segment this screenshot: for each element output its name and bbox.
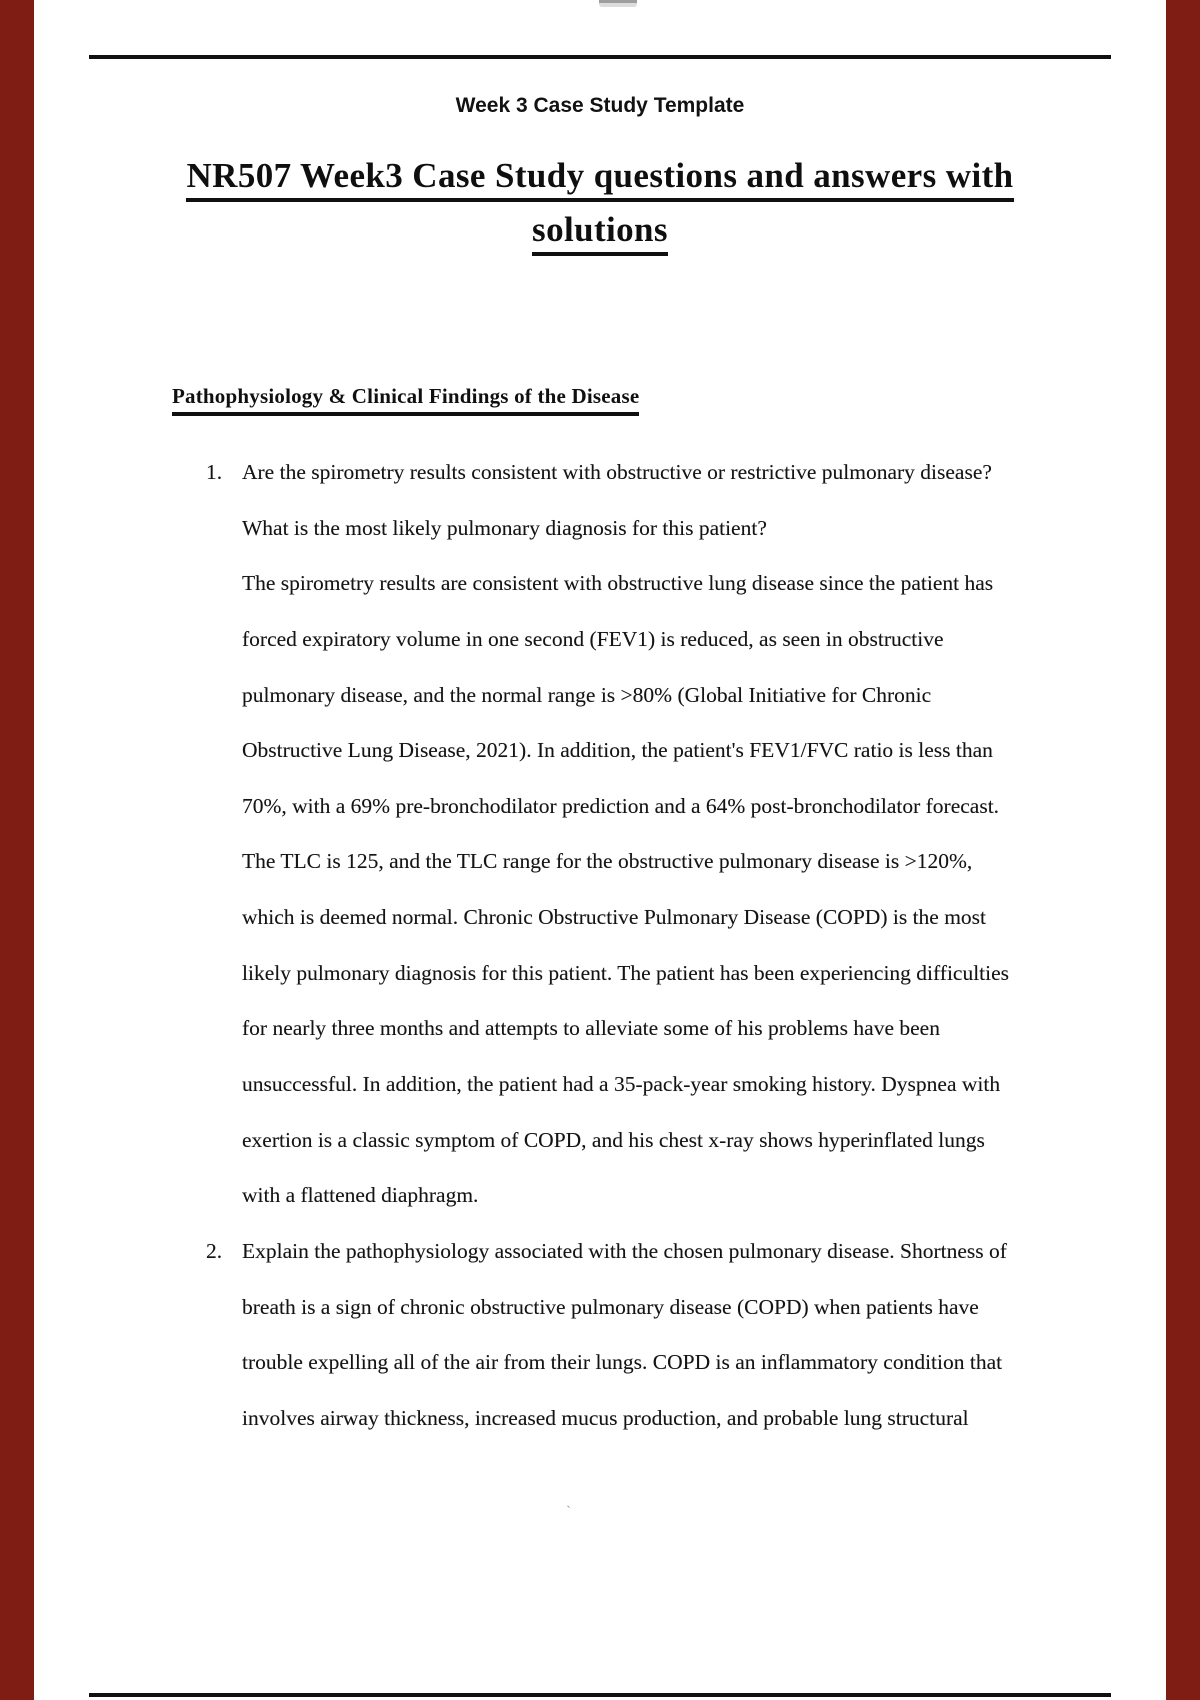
text-line-content: Obstructive Lung Disease, 2021). In addition, the patient's FEV1/FVC ratio is less than: [242, 738, 993, 763]
document-title: [34, 149, 1166, 257]
preview-pillarbox-left: [0, 0, 34, 1700]
text-line: [206, 1016, 1116, 1072]
preview-pillarbox-right: [1166, 0, 1200, 1700]
text-line-content: breath is a sign of chronic obstructive pulmonary disease (COPD) when patients have: [242, 1294, 979, 1319]
text-line-content: for nearly three months and attempts to alleviate some of his problems have been: [242, 1016, 940, 1041]
text-line-content: exertion is a classic symptom of COPD, and his chest x-ray shows hyperinflated lungs: [242, 1127, 985, 1152]
text-line-content: trouble expelling all of the air from their lungs. COPD is an inflammatory condition that: [242, 1350, 1003, 1375]
list-number: 1.: [206, 460, 223, 484]
text-line: [206, 905, 1116, 961]
text-line-content: What is the most likely pulmonary diagnosis for this patient?: [242, 515, 767, 540]
text-line: [206, 516, 1116, 572]
text-line: [206, 1406, 1116, 1462]
text-line-content: forced expiratory volume in one second (FEV1) is reduced, as seen in obstructive: [242, 626, 944, 651]
text-line-content: with a flattened diaphragm.: [242, 1183, 479, 1208]
text-line-content: unsuccessful. In addition, the patient had a 35-pack-year smoking history. Dyspnea with: [242, 1072, 1001, 1097]
text-line-content: pulmonary disease, and the normal range is >80% (Global Initiative for Chronic: [242, 682, 932, 707]
footer-rule: [89, 1693, 1111, 1697]
document-title-line2: solutions: [532, 209, 668, 256]
section-heading-text: Pathophysiology & Clinical Findings of the Disease: [172, 384, 639, 416]
text-line: [206, 1295, 1116, 1351]
text-line-content: 70%, with a 69% pre-bronchodilator prediction and a 64% post-bronchodilator forecast.: [242, 793, 1000, 818]
text-line-content: The TLC is 125, and the TLC range for the obstructive pulmonary disease is >120%,: [242, 849, 973, 874]
section-heading: [172, 384, 639, 416]
text-line-content: Explain the pathophysiology associated with the chosen pulmonary disease. Shortness of: [242, 1238, 1007, 1263]
text-line: [206, 1072, 1116, 1128]
header-rule: [89, 55, 1111, 59]
text-line-content: The spirometry results are consistent with obstructive lung disease since the patient has: [242, 571, 994, 596]
text-line: [206, 849, 1116, 905]
text-line: [206, 571, 1116, 627]
list-number: 2.: [206, 1238, 223, 1263]
text-line: [206, 683, 1116, 739]
body-text-block: [206, 460, 1116, 1462]
text-line: [206, 738, 1116, 794]
text-line-content: which is deemed normal. Chronic Obstructive Pulmonary Disease (COPD) is the most: [242, 905, 987, 930]
text-line: [206, 460, 1116, 516]
text-line: [206, 627, 1116, 683]
text-line-content: involves airway thickness, increased mucus production, and probable lung structural: [242, 1405, 969, 1430]
document-title-line1: NR507 Week3 Case Study questions and answers with: [186, 155, 1013, 202]
text-line: [206, 961, 1116, 1017]
text-line-content: Are the spirometry results consistent with obstructive or restrictive pulmonary disease?: [242, 460, 992, 484]
template-header-label: Week 3 Case Study Template: [455, 94, 745, 117]
page-top-smudge-icon: [599, 0, 637, 7]
text-line: [206, 1350, 1116, 1406]
stray-mark: ˋ: [566, 1504, 571, 1520]
text-line: [206, 1128, 1116, 1184]
text-line-content: likely pulmonary diagnosis for this patient. The patient has been experiencing difficulties: [242, 960, 1010, 985]
text-line: [206, 1239, 1116, 1295]
text-line: [206, 794, 1116, 850]
document-page: [34, 0, 1166, 1700]
text-line: [206, 1183, 1116, 1239]
